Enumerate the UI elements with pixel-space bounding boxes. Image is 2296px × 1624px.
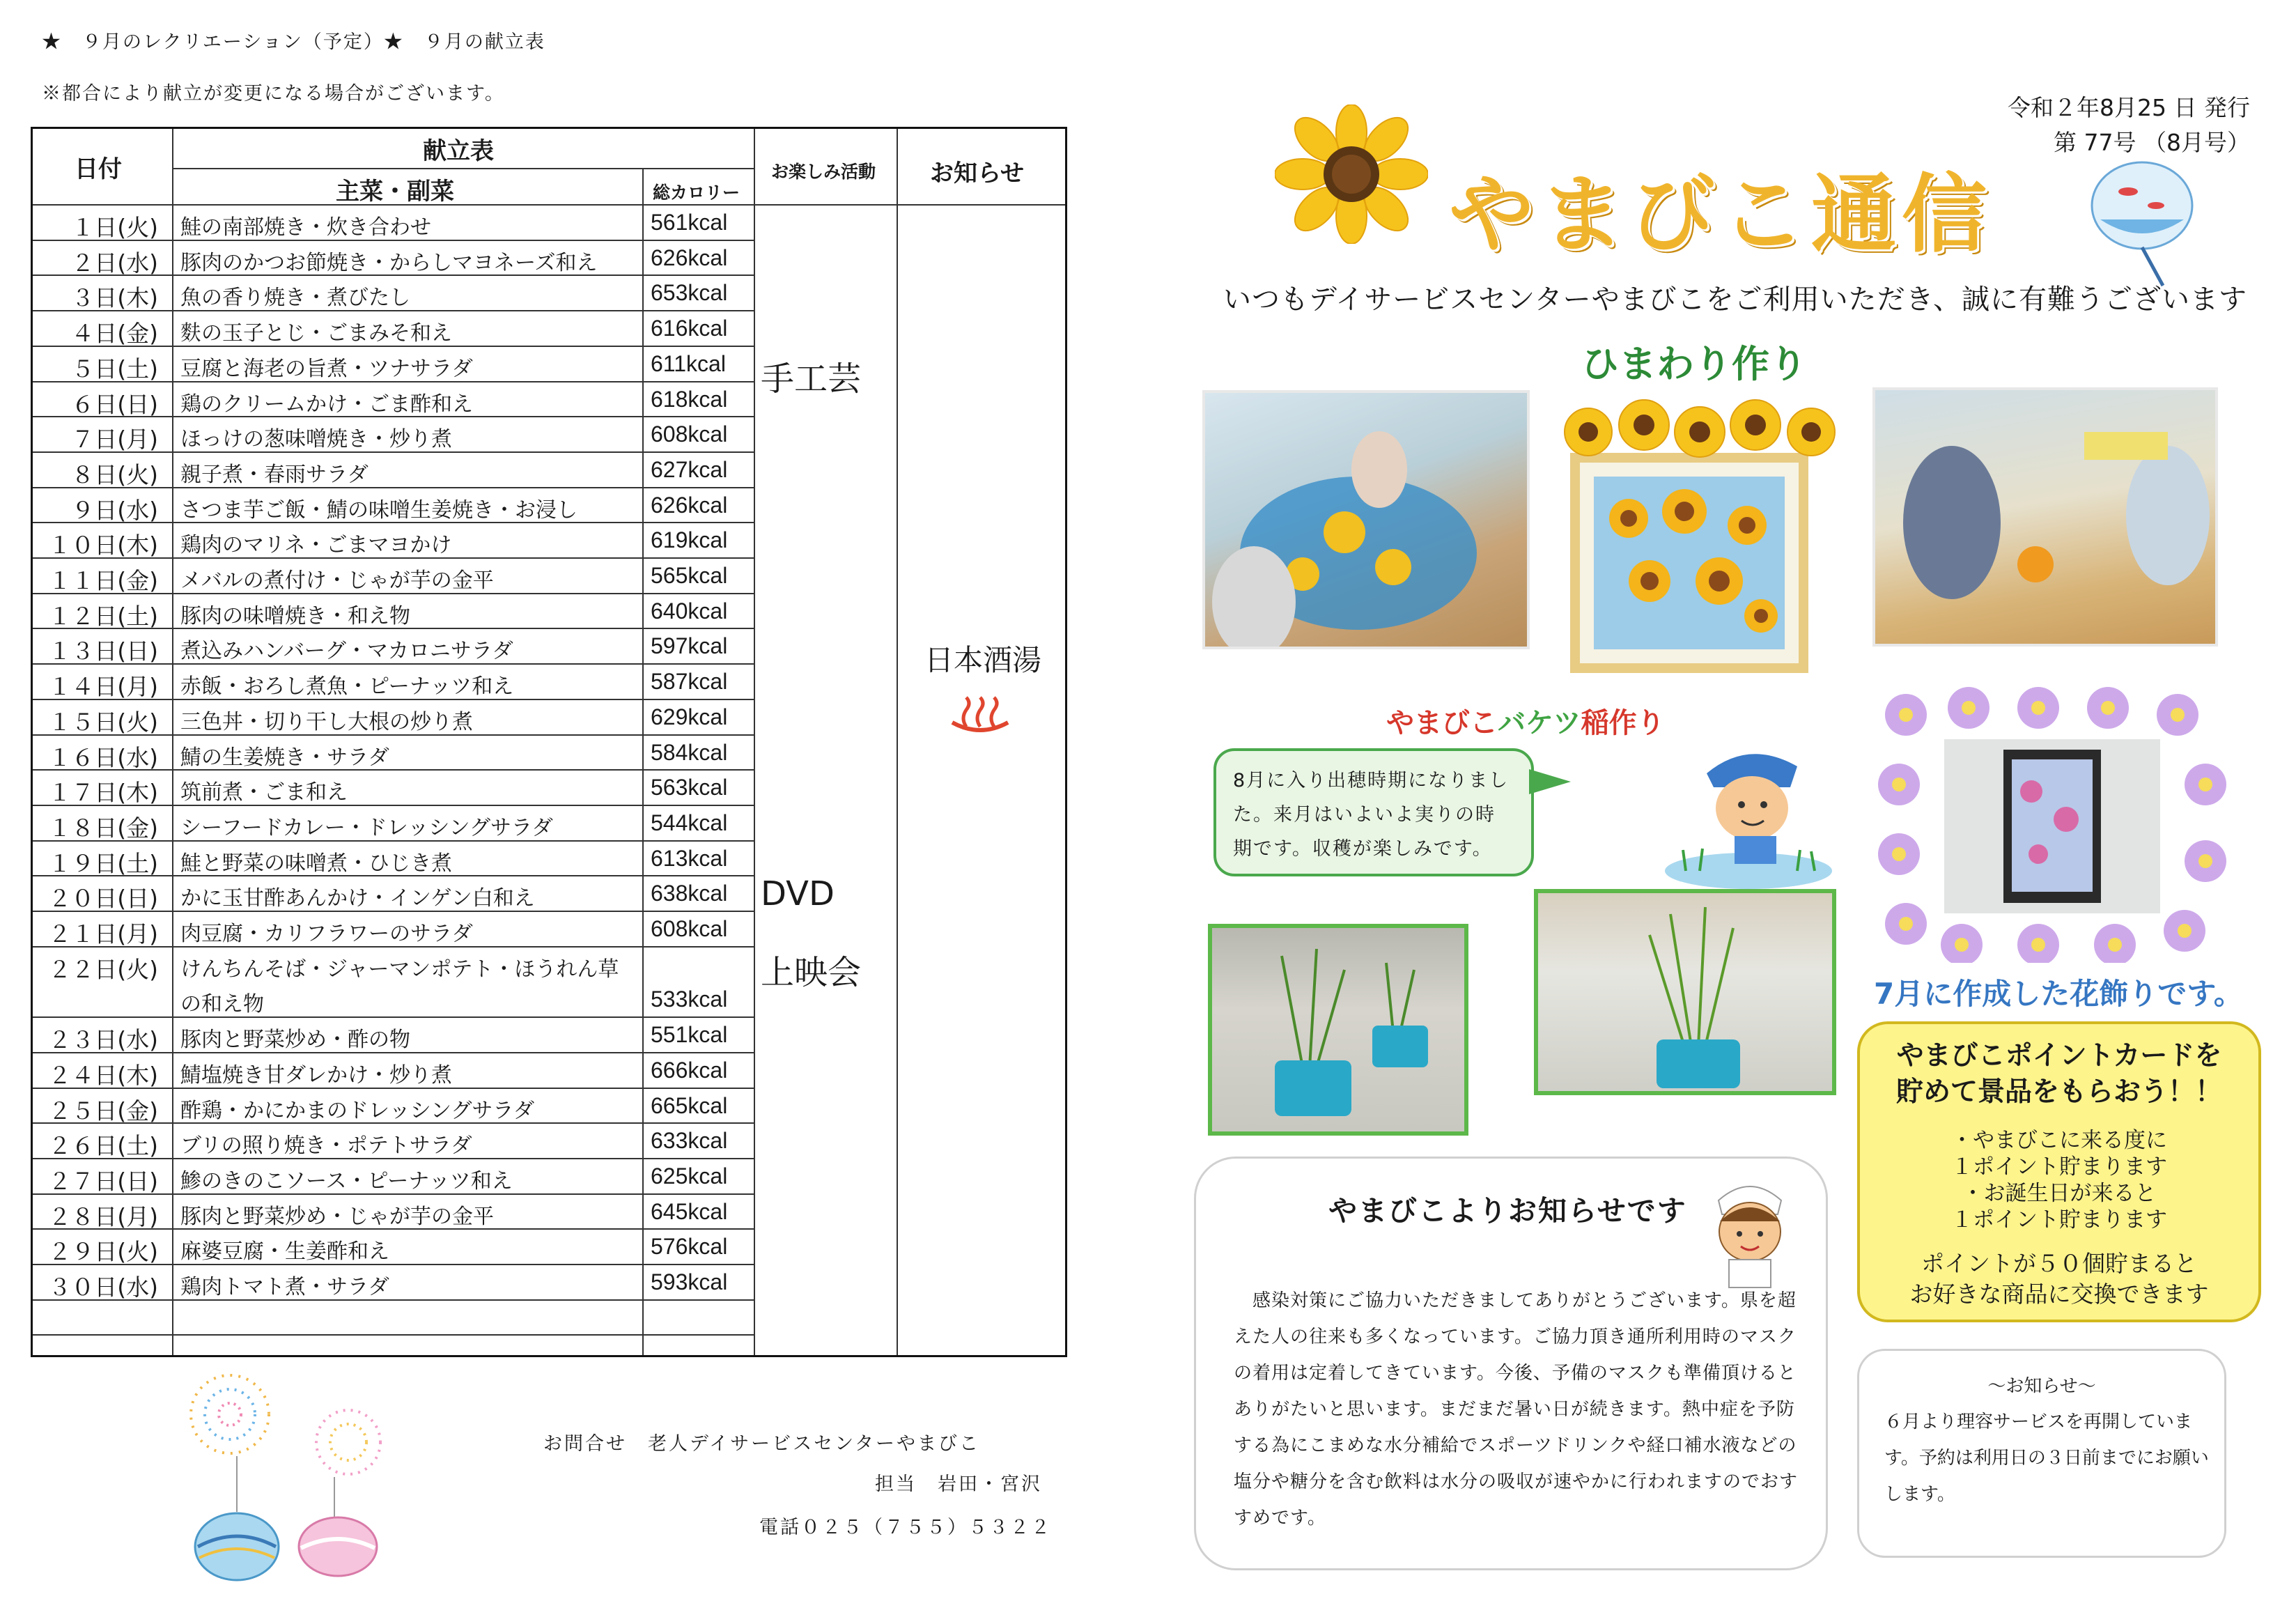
table-row-dish: ブリの照り焼き・ポテトサラダ xyxy=(180,1134,472,1159)
table-row-dish: 麻婆豆腐・生姜酢和え xyxy=(180,1239,389,1265)
table-row-calorie: 640kcal xyxy=(651,598,728,624)
table-row-divider xyxy=(33,663,754,665)
point-card-title-line2: 貯めて景品をもらおう！！ xyxy=(1895,1076,2222,1108)
table-row-divider xyxy=(33,1088,754,1089)
table-row-divider xyxy=(172,168,754,169)
header-activity: お楽しみ活動 xyxy=(771,162,876,182)
table-row-calorie: 619kcal xyxy=(651,527,728,553)
table-row-date: ２日(水) xyxy=(71,249,158,277)
table-row-date: １２日(土) xyxy=(48,602,158,630)
header-date: 日付 xyxy=(75,155,122,183)
table-row-dish: 鶏肉トマト煮・サラダ xyxy=(180,1275,389,1299)
table-row-date: １０日(木) xyxy=(48,532,158,559)
table-row-calorie: 626kcal xyxy=(651,245,728,270)
table-row-dish: メバルの煮付け・じゃが芋の金平 xyxy=(180,569,494,593)
activity-dvd: DVD xyxy=(761,874,835,913)
wind-chime-blue-icon xyxy=(195,1456,279,1580)
menu-table xyxy=(31,127,1067,1357)
table-row-dish: ほっけの葱味噌焼き・炒り煮 xyxy=(180,427,452,452)
table-row-divider xyxy=(33,628,754,629)
point-card-footer xyxy=(1860,1248,2258,1310)
table-row-calorie: 653kcal xyxy=(651,280,728,306)
photo-sunflower-artwork xyxy=(1570,453,1808,673)
table-row-dish: 豆腐と海老の旨煮・ツナサラダ xyxy=(180,356,473,381)
table-row-divider xyxy=(33,416,754,417)
table-row-calorie: 563kcal xyxy=(651,775,728,801)
table-row-dish: 鶏のクリームかけ・ごま酢和え xyxy=(180,392,473,417)
table-row-divider xyxy=(33,310,754,311)
table-row-dish: 酢鶏・かにかまのドレッシングサラダ xyxy=(180,1098,535,1123)
oshirase-title: ～お知らせ～ xyxy=(1987,1376,2096,1397)
table-row-date: １１日(金) xyxy=(48,567,158,594)
table-row-calorie: 584kcal xyxy=(651,739,728,765)
bucket-title-part3: 稲作り xyxy=(1581,707,1665,739)
table-row-date: １５日(火) xyxy=(48,708,158,736)
table-row-divider xyxy=(33,593,754,594)
header-dish: 主菜・副菜 xyxy=(336,178,454,206)
table-row-divider xyxy=(33,1299,754,1301)
table-row-divider xyxy=(33,522,754,523)
table-row-date: ２４日(木) xyxy=(48,1061,158,1089)
table-row-date: ２２日(火) xyxy=(48,955,158,983)
table-row-calorie: 608kcal xyxy=(651,422,728,447)
table-row-calorie: 627kcal xyxy=(651,456,728,482)
point-card-items xyxy=(1860,1127,2258,1233)
farmer-boy-icon xyxy=(1658,738,1846,892)
firework-right-icon xyxy=(316,1410,380,1474)
header-calorie: 総カロリー xyxy=(653,183,740,203)
table-row-calorie: 629kcal xyxy=(651,704,728,729)
photo-sunflower-activity-2 xyxy=(1872,387,2218,647)
wind-chime-pink-icon xyxy=(299,1477,377,1576)
table-row-calorie: 565kcal xyxy=(651,563,728,588)
table-row-calorie: 561kcal xyxy=(651,210,728,235)
table-row-calorie: 626kcal xyxy=(651,492,728,518)
table-row-divider xyxy=(33,699,754,700)
contact-phone: 電話０２５（７５５）５３２２ xyxy=(759,1517,1052,1538)
table-row-calorie: 638kcal xyxy=(651,881,728,906)
table-row-divider xyxy=(33,204,1065,206)
table-row-divider xyxy=(33,381,754,382)
firework-left-icon xyxy=(191,1375,269,1453)
header-menu: 献立表 xyxy=(423,137,494,165)
issue-date: 令和２年8月25 日 発行 xyxy=(2008,94,2250,121)
table-row-date: ２５日(金) xyxy=(48,1097,158,1124)
table-row-date: ２７日(日) xyxy=(48,1167,158,1195)
table-row-divider xyxy=(33,487,754,488)
table-row-divider xyxy=(33,840,754,842)
table-row-divider xyxy=(33,1016,754,1018)
news-body: 感染対策にご協力いただきましてありがとうございます。県を超えた人の往来も多くなっています。ご協力頂き通所利用時のマスクの着用は定着してきています。今後、予備のマスクも準備頂けるとありがたいと思います。まだまだ暑い日が続きます。熱中症を予防する為にこまめな水分補給でスポーツドリンクや経口補水液などの塩分や糖分を含む飲料は水分の吸収が速やかに行われますのでおすすめです。 xyxy=(1234,1290,1799,1529)
table-row-dish: 豚肉の味噌焼き・和え物 xyxy=(180,603,410,628)
table-row-dish: 鯖の生姜焼き・サラダ xyxy=(180,745,389,770)
sunflower-garland-icon xyxy=(1560,390,1839,474)
news-box xyxy=(1194,1157,1828,1570)
oshirase-body: ６月より理容サービスを再開しています。予約は利用日の３日前までにお願いします。 xyxy=(1884,1412,2209,1505)
hot-spring-icon xyxy=(945,695,1015,736)
table-row-dish: 鯵のきのこソース・ピーナッツ和え xyxy=(180,1168,513,1193)
table-row-divider xyxy=(33,557,754,559)
table-row-divider xyxy=(33,1122,754,1124)
table-row-date: ２６日(土) xyxy=(48,1132,158,1160)
table-row-calorie: 633kcal xyxy=(651,1128,728,1154)
table-row-calorie: 533kcal xyxy=(651,987,728,1012)
point-card-item: ・お誕生日が来ると xyxy=(1962,1181,2157,1206)
table-row-calorie: 608kcal xyxy=(651,916,728,941)
table-row-date: ２８日(月) xyxy=(48,1202,158,1230)
table-row-divider xyxy=(33,1052,754,1053)
table-row-date: ２３日(水) xyxy=(48,1026,158,1054)
activity-screening: 上映会 xyxy=(761,953,862,992)
table-row-calorie: 551kcal xyxy=(651,1022,728,1048)
greeting-line: いつもデイサービスセンターやまびこをご利用いただき、誠に有難うございます xyxy=(1223,284,2247,316)
photo-sunflower-activity-1 xyxy=(1202,390,1530,649)
table-row-date: ８日(火) xyxy=(71,461,158,488)
table-row-dish: 煮込みハンバーグ・マカロニサラダ xyxy=(180,639,513,664)
news-title: やまびこよりお知らせです xyxy=(1328,1194,1687,1228)
table-row-date: １６日(水) xyxy=(48,743,158,771)
table-row-date: ５日(土) xyxy=(71,355,158,382)
table-row-date: ３０日(水) xyxy=(48,1274,158,1301)
table-row-divider xyxy=(33,734,754,736)
table-row-date: ２１日(月) xyxy=(48,920,158,948)
table-row-date: １日(火) xyxy=(71,214,158,241)
table-row-calorie: 544kcal xyxy=(651,810,728,835)
table-row-divider xyxy=(33,451,754,453)
table-row-calorie: 618kcal xyxy=(651,386,728,412)
table-row-divider xyxy=(33,1228,754,1230)
header-notice: お知らせ xyxy=(930,160,1024,187)
table-row-divider xyxy=(33,805,754,806)
table-row-calorie: 665kcal xyxy=(651,1092,728,1118)
newsletter-title: やまびこ通信 xyxy=(1449,165,1992,264)
table-row-date: １７日(木) xyxy=(48,779,158,807)
contact-org: お問合せ 老人デイサービスセンターやまびこ xyxy=(543,1433,981,1455)
issue-info xyxy=(1971,91,2250,160)
table-row-calorie: 625kcal xyxy=(651,1163,728,1189)
table-row-dish-cont: の和え物 xyxy=(180,992,264,1017)
point-card-item: ・やまびこに来る度に xyxy=(1951,1128,2167,1153)
table-row-divider xyxy=(33,1264,754,1265)
table-row-divider xyxy=(33,274,754,276)
table-row-dish: 魚の香り焼き・煮びたし xyxy=(180,286,410,311)
flower-decoration-caption: 7月に作成した花飾りです。 xyxy=(1874,977,2243,1011)
contact-staff: 担当 岩田・宮沢 xyxy=(875,1474,1042,1495)
point-card-title xyxy=(1860,1038,2258,1111)
point-card-item: １ポイント貯まります xyxy=(1951,1154,2167,1180)
table-row-divider xyxy=(33,911,754,912)
sunflower-icon xyxy=(1275,105,1428,244)
table-row-divider xyxy=(33,946,754,948)
table-col-divider xyxy=(754,129,755,1355)
table-row-dish: 豚肉と野菜炒め・酢の物 xyxy=(180,1028,410,1053)
table-row-date: ９日(水) xyxy=(71,496,158,524)
table-row-calorie: 645kcal xyxy=(651,1198,728,1224)
issue-number: 第 77号 （8月号） xyxy=(2054,129,2250,156)
table-row-dish: かに玉甘酢あんかけ・インゲン白和え xyxy=(180,886,535,911)
table-row-date: ２９日(火) xyxy=(48,1238,158,1266)
table-row-calorie: 593kcal xyxy=(651,1269,728,1294)
table-row-dish: 三色丼・切り干し大根の炒り煮 xyxy=(180,709,473,734)
point-card-box xyxy=(1857,1021,2261,1322)
table-row-calorie: 666kcal xyxy=(651,1057,728,1083)
table-row-dish: さつま芋ご飯・鯖の味噌生姜焼き・お浸し xyxy=(180,497,577,523)
table-row-dish: けんちんそば・ジャーマンポテト・ほうれん草 xyxy=(180,957,619,982)
flower-decoration-photo xyxy=(1878,687,2229,963)
table-row-dish: 鶏肉のマリネ・ごまマヨかけ xyxy=(180,533,452,558)
bucket-title-part2: バケツ xyxy=(1498,707,1581,739)
table-row-divider xyxy=(33,769,754,771)
table-row-calorie: 576kcal xyxy=(651,1234,728,1260)
table-row-calorie: 616kcal xyxy=(651,316,728,341)
table-row-divider xyxy=(33,346,754,347)
table-row-date: ２０日(日) xyxy=(48,885,158,913)
table-row-date: １８日(金) xyxy=(48,814,158,842)
table-row-date: ７日(月) xyxy=(71,426,158,454)
table-row-dish: 麩の玉子とじ・ごまみそ和え xyxy=(180,321,452,346)
table-row-dish: シーフードカレー・ドレッシングサラダ xyxy=(180,815,553,840)
table-row-dish: 鯖塩焼き甘ダレかけ・炒り煮 xyxy=(180,1062,452,1088)
table-row-date: １３日(日) xyxy=(48,637,158,665)
table-row-dish: 親子煮・春雨サラダ xyxy=(180,462,369,487)
table-row-calorie: 613kcal xyxy=(651,845,728,871)
table-row-dish: 豚肉と野菜炒め・じゃが芋の金平 xyxy=(180,1204,494,1229)
point-card-title-line1: やまびこポイントカードを xyxy=(1896,1040,2222,1072)
table-row-calorie: 611kcal xyxy=(651,350,726,376)
table-col-divider xyxy=(172,129,173,1355)
uchiwa-fan-icon xyxy=(2079,157,2205,289)
table-row-divider xyxy=(33,1158,754,1159)
table-row-dish: 筑前煮・ごま和え xyxy=(180,780,348,805)
table-row-calorie: 597kcal xyxy=(651,633,728,659)
table-row-date: １９日(土) xyxy=(48,849,158,877)
table-row-dish: 鮭と野菜の味噌煮・ひじき煮 xyxy=(180,851,452,876)
speech-bubble-tail xyxy=(1529,769,1571,794)
photo-rice-bucket-1 xyxy=(1208,924,1468,1136)
oshirase-box xyxy=(1857,1349,2226,1558)
table-row-date: １４日(月) xyxy=(48,673,158,701)
activity-crafts: 手工芸 xyxy=(761,359,862,399)
table-row-date: ４日(金) xyxy=(71,320,158,348)
bucket-title-part1: やまびこ xyxy=(1386,707,1498,739)
point-card-item: １ポイント貯まります xyxy=(1951,1207,2167,1232)
table-row-dish: 肉豆腐・カリフラワーのサラダ xyxy=(180,922,473,946)
menu-change-note: ※都合により献立が変更になる場合がございます。 xyxy=(42,83,505,105)
recreation-header: ★ ９月のレクリエーション（予定）★ ９月の献立表 xyxy=(42,31,545,53)
bucket-rice-title xyxy=(1386,701,1665,741)
table-row-divider xyxy=(33,875,754,876)
table-col-divider xyxy=(897,129,898,1355)
table-row-date: ３日(木) xyxy=(71,284,158,312)
table-row-divider xyxy=(33,1334,754,1336)
table-row-dish: 鮭の南部焼き・炊き合わせ xyxy=(180,215,431,240)
point-card-footer-line2: お好きな商品に交換できます xyxy=(1909,1281,2209,1308)
himawari-section-title: ひまわり作り xyxy=(1581,342,1807,386)
bucket-rice-bubble: 8月に入り出穂時期になりました。来月はいよいよ実りの時期です。収穫が楽しみです。 xyxy=(1213,748,1534,876)
nurse-icon xyxy=(1698,1173,1802,1291)
table-row-calorie: 587kcal xyxy=(651,669,728,695)
notice-sake-bath: 日本酒湯 xyxy=(924,643,1042,677)
table-row-dish: 赤飯・おろし煮魚・ピーナッツ和え xyxy=(180,674,514,699)
wind-chime-illustration xyxy=(153,1366,425,1595)
table-row-divider xyxy=(33,1193,754,1195)
table-row-date: ６日(日) xyxy=(71,390,158,418)
photo-rice-bucket-2 xyxy=(1534,889,1836,1095)
table-row-divider xyxy=(33,240,754,241)
point-card-footer-line1: ポイントが５０個貯まると xyxy=(1921,1250,2197,1277)
table-row-dish: 豚肉のかつお節焼き・からしマヨネーズ和え xyxy=(180,250,598,275)
